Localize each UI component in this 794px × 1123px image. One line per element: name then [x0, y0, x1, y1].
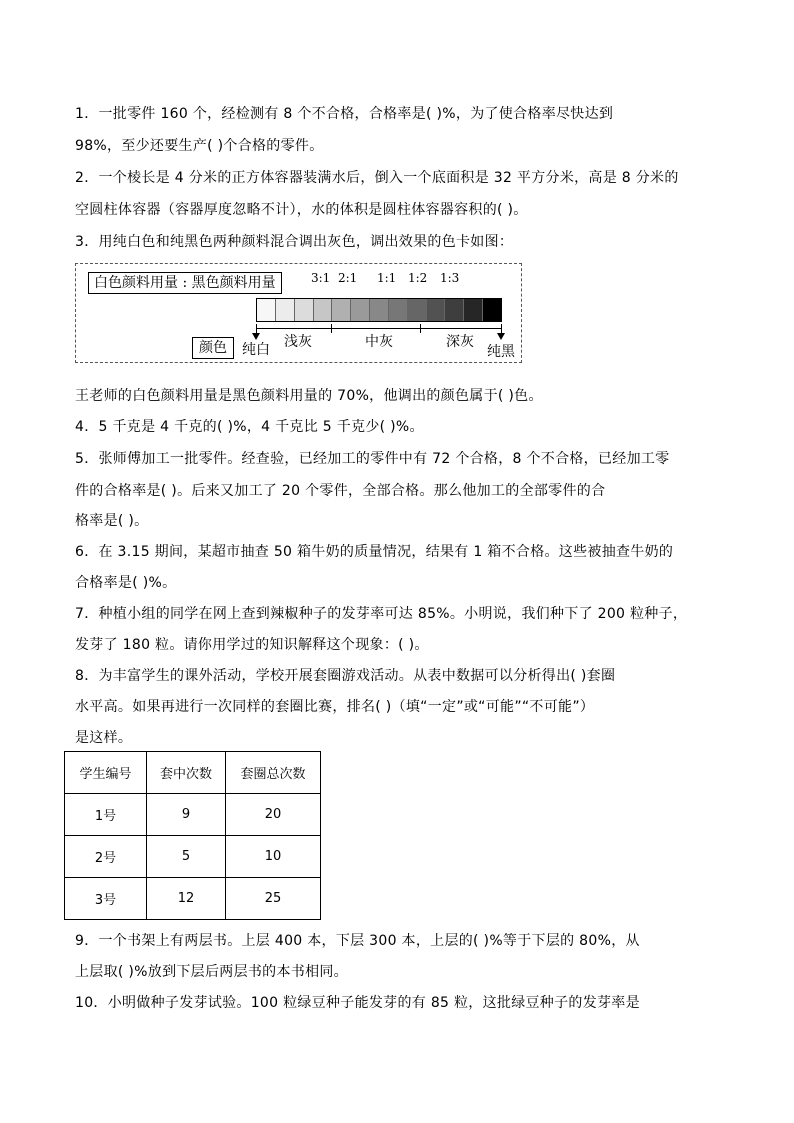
ratio-label-3-1: 3:1	[311, 271, 331, 285]
q10-line1: 10．小明做种子发芽试验。100 粒绿豆种子能发芽的有 85 粒，这批绿豆种子的发芽率是	[75, 995, 640, 1011]
ratio-legend: 白色颜料用量 : 黑色颜料用量	[88, 272, 282, 294]
pure-black-label: 纯黑	[487, 344, 515, 360]
ratio-label-1-2: 1:2	[408, 271, 428, 285]
table-header: 学生编号	[65, 752, 147, 794]
gray-swatch	[464, 299, 483, 321]
gray-swatch	[427, 299, 446, 321]
q5-line1: 5．张师傅加工一批零件。经查验，已经加工的零件中有 72 个合格，8 个不合格，已经加工零	[75, 451, 670, 467]
color-label: 颜色	[192, 337, 234, 359]
table-header: 套中次数	[147, 752, 226, 794]
table-cell: 3号	[65, 878, 147, 920]
table-cell: 25	[226, 878, 321, 920]
axis-tick	[331, 324, 332, 333]
light-gray-label: 浅灰	[284, 334, 312, 350]
table-header: 套圈总次数	[226, 752, 321, 794]
q7-line1: 7．种植小组的同学在网上查到辣椒种子的发芽率可达 85%。小明说，我们种下了 200 粒种子，	[75, 606, 688, 622]
color-axis	[256, 328, 502, 329]
table-cell: 12	[147, 878, 226, 920]
gray-swatch	[351, 299, 370, 321]
table-cell: 2号	[65, 836, 147, 878]
table-cell: 10	[226, 836, 321, 878]
gray-swatch	[314, 299, 333, 321]
q1-line1: 1．一批零件 160 个，经检测有 8 个不合格，合格率是( )%，为了使合格率尽快达到	[75, 106, 614, 122]
table-cell: 20	[226, 794, 321, 836]
axis-tick	[420, 324, 421, 333]
table-row	[65, 794, 321, 836]
gray-swatch	[257, 299, 276, 321]
gray-swatch	[370, 299, 389, 321]
pure-white-label: 纯白	[242, 342, 270, 358]
ratio-label-2-1: 2:1	[338, 271, 358, 285]
q8-line2: 水平高。如果再进行一次同样的套圈比赛，排名( )（填“一定”或“可能”“不可能”）	[75, 699, 595, 715]
q8-line3: 是这样。	[75, 730, 133, 746]
ratio-label-1-3: 1:3	[440, 271, 460, 285]
table-row	[65, 836, 321, 878]
q4-line1: 4．5 千克是 4 千克的( )%，4 千克比 5 千克少( )%。	[75, 419, 424, 435]
table-cell: 9	[147, 794, 226, 836]
q5-line3: 格率是( )。	[75, 513, 149, 529]
gray-swatch	[389, 299, 408, 321]
table-cell: 5	[147, 836, 226, 878]
ratio-label-1-1: 1:1	[377, 271, 397, 285]
axis-tick	[501, 324, 502, 333]
gray-swatch	[445, 299, 464, 321]
q2-line2: 空圆柱体容器（容器厚度忽略不计），水的体积是圆柱体容器容积的( )。	[75, 202, 528, 218]
table-cell: 1号	[65, 794, 147, 836]
q7-line2: 发芽了 180 粒。请你用学过的知识解释这个现象：( )。	[75, 637, 429, 653]
table-header-row	[65, 752, 321, 794]
gray-swatch-bar	[256, 298, 502, 322]
arrow-down-icon	[497, 333, 505, 340]
q6-line1: 6．在 3.15 期间，某超市抽查 50 箱牛奶的质量情况，结果有 1 箱不合格。这些被抽查牛奶的	[75, 544, 674, 560]
mid-gray-label: 中灰	[365, 334, 393, 350]
table-row	[65, 878, 321, 920]
gray-swatch	[483, 299, 501, 321]
gray-swatch	[276, 299, 295, 321]
q9-line2: 上层取( )%放到下层后两层书的本书相同。	[75, 964, 348, 980]
q3-line2: 王老师的白色颜料用量是黑色颜料用量的 70%，他调出的颜色属于( )色。	[75, 388, 543, 404]
q2-line1: 2．一个棱长是 4 分米的正方体容器装满水后，倒入一个底面积是 32 平方分米，高是 8 分米的	[75, 170, 679, 186]
q5-line2: 件的合格率是( )。后来又加工了 20 个零件，全部合格。那么他加工的全部零件的合	[75, 483, 606, 499]
dark-gray-label: 深灰	[446, 334, 474, 350]
gray-swatch	[332, 299, 351, 321]
q3-line1: 3．用纯白色和纯黑色两种颜料混合调出灰色，调出效果的色卡如图：	[75, 234, 514, 250]
gray-swatch	[408, 299, 427, 321]
q8-line1: 8．为丰富学生的课外活动，学校开展套圈游戏活动。从表中数据可以分析得出( )套圈	[75, 668, 616, 684]
ring-toss-table	[64, 751, 321, 920]
q1-line2: 98%，至少还要生产( )个合格的零件。	[75, 138, 324, 154]
gray-swatch	[295, 299, 314, 321]
axis-tick	[256, 324, 257, 333]
q6-line2: 合格率是( )%。	[75, 575, 177, 591]
q9-line1: 9．一个书架上有两层书。上层 400 本，下层 300 本，上层的( )%等于下层的 80%，从	[75, 933, 640, 949]
